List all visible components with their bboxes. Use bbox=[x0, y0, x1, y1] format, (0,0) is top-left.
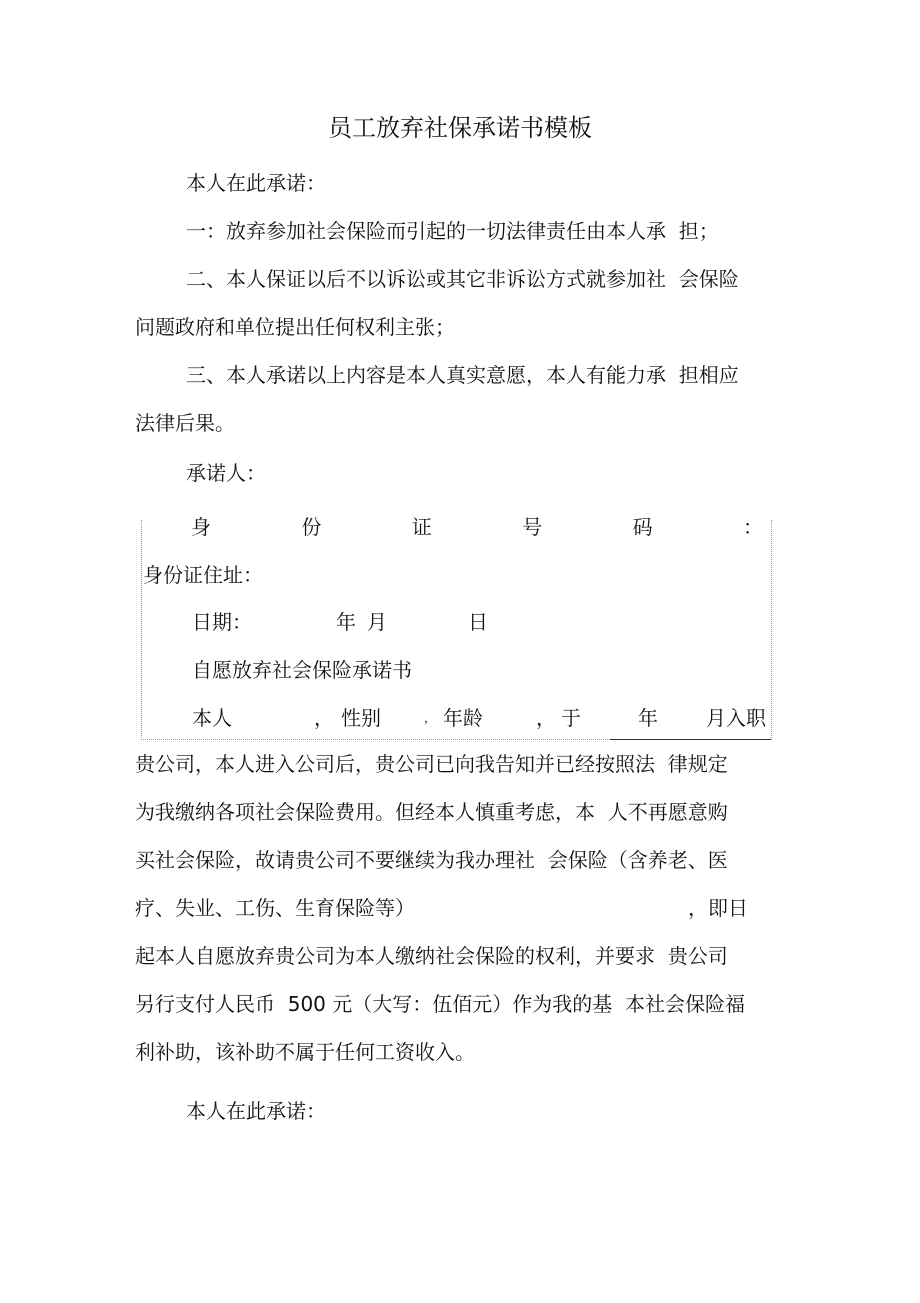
commitment-item-1: 一：放弃参加社会保险而引起的一切法律责任由本人承 担； bbox=[186, 219, 719, 243]
commitment-item-3-line-1: 三、本人承诺以上内容是本人真实意愿，本人有能力承 担相应 bbox=[186, 363, 739, 387]
id-address-label: 身份证住址： bbox=[143, 563, 263, 587]
comma: ， bbox=[536, 706, 556, 730]
signer-label: 承诺人： bbox=[186, 461, 266, 485]
join-year-label: 年 bbox=[638, 706, 658, 730]
id-number-char: 号 bbox=[522, 515, 543, 539]
id-number-label bbox=[191, 515, 763, 539]
body-line-7: 利补助，该补助不属于任何工资收入。 bbox=[135, 1040, 475, 1064]
id-number-char: ： bbox=[742, 515, 763, 539]
date-label: 日期： bbox=[192, 610, 252, 634]
age-label: 年龄 bbox=[443, 706, 483, 730]
date-month-label: 月 bbox=[367, 610, 387, 634]
comma: ， bbox=[424, 711, 437, 725]
body-line-4-left: 疗、失业、工伤、生育保险等） bbox=[135, 896, 415, 920]
id-number-char: 份 bbox=[301, 515, 322, 539]
form-box-bottom-rule bbox=[610, 739, 771, 740]
voluntary-waiver-subtitle: 自愿放弃社会保险承诺书 bbox=[192, 658, 412, 682]
body-line-6: 另行支付人民币 500 元（大写：伍佰元）作为我的基 本社会保险福 bbox=[135, 992, 745, 1016]
date-day-label: 日 bbox=[468, 610, 488, 634]
body-line-1: 贵公司，本人进入公司后，贵公司已向我告知并已经按照法 律规定 bbox=[135, 752, 728, 776]
id-number-char: 身 bbox=[191, 515, 211, 539]
self-label: 本人 bbox=[192, 706, 232, 730]
commitment-item-2-line-2: 问题政府和单位提出任何权利主张； bbox=[135, 315, 455, 339]
commitment-item-3-line-2: 法律后果。 bbox=[135, 411, 235, 435]
closing-line: 本人在此承诺： bbox=[186, 1099, 326, 1123]
body-line-2: 为我缴纳各项社会保险费用。但经本人慎重考虑，本 人不再愿意购 bbox=[135, 800, 728, 824]
intro-line: 本人在此承诺： bbox=[186, 171, 326, 195]
document-title: 员工放弃社保承诺书模板 bbox=[328, 114, 592, 142]
body-line-4-right: ，即日 bbox=[688, 896, 748, 920]
body-line-5: 起本人自愿放弃贵公司为本人缴纳社会保险的权利，并要求 贵公司 bbox=[135, 944, 728, 968]
gender-label: 性别 bbox=[341, 706, 381, 730]
body-line-3: 买社会保险，故请贵公司不要继续为我办理社 会保险（含养老、医 bbox=[135, 848, 728, 872]
commitment-item-2-line-1: 二、本人保证以后不以诉讼或其它非诉讼方式就参加社 会保险 bbox=[186, 267, 739, 291]
comma: ， bbox=[314, 706, 334, 730]
id-number-char: 码 bbox=[632, 515, 653, 539]
date-year-label: 年 bbox=[336, 610, 356, 634]
join-month-label: 月入职 bbox=[706, 706, 766, 730]
at-label: 于 bbox=[561, 706, 581, 730]
id-number-char: 证 bbox=[411, 515, 432, 539]
